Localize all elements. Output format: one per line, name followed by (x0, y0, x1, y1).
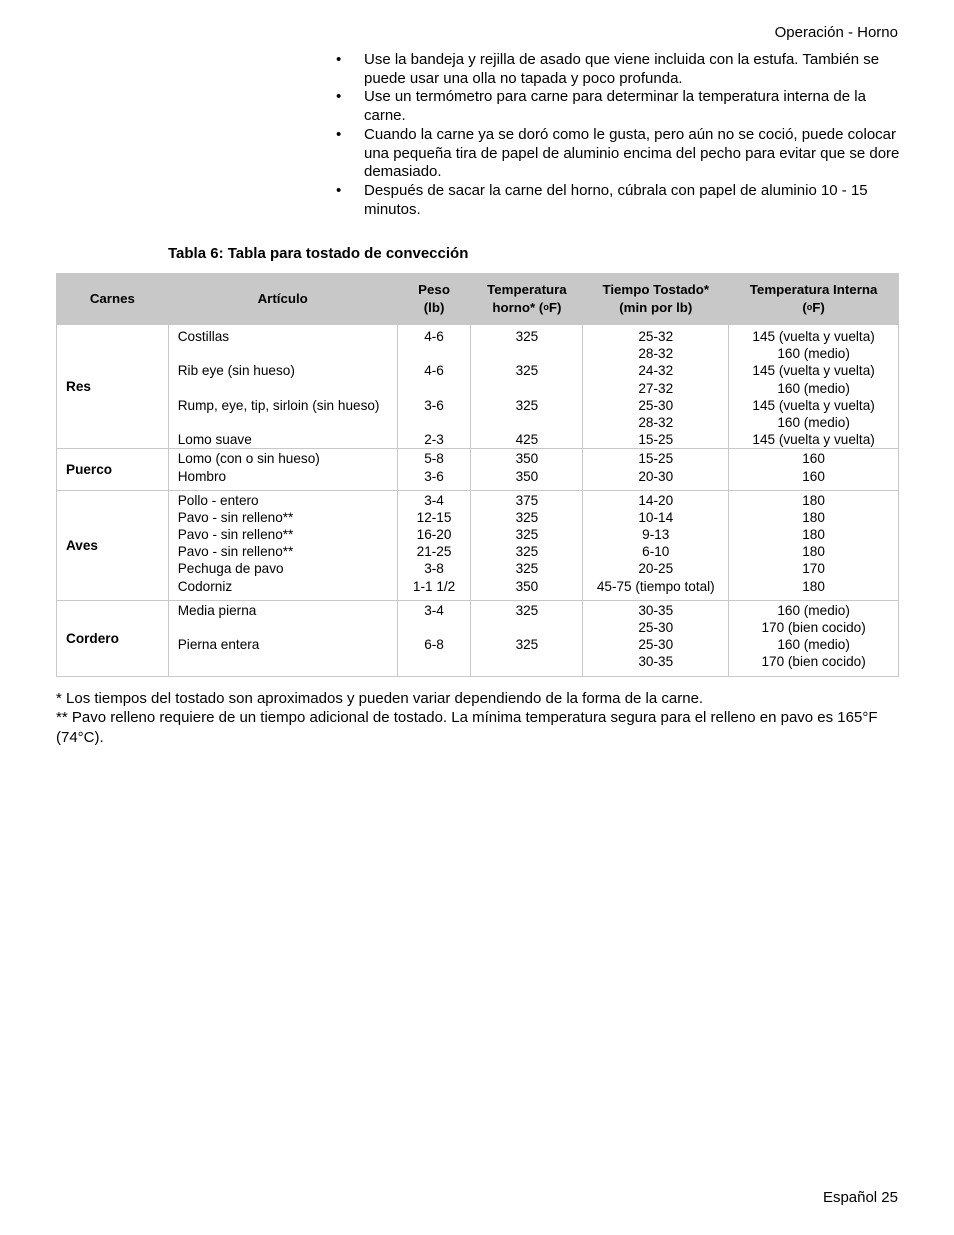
cell-tiempo (583, 325, 729, 449)
cell-line: 21-25 (416, 544, 452, 560)
page-number: Español 25 (822, 1189, 898, 1206)
cell-peso (397, 490, 471, 600)
cell-line: 20-30 (638, 468, 674, 484)
cell-line: Pollo - entero (177, 492, 259, 508)
cell-line: 325 (515, 509, 539, 525)
cell-peso (397, 449, 471, 490)
cell-tiempo (583, 449, 729, 490)
cell-line: 350 (515, 468, 539, 484)
cell-line (398, 414, 471, 431)
cell-line: 6-10 (642, 544, 670, 560)
cell-temp-horno (471, 490, 583, 600)
cell-line: 4-6 (424, 329, 444, 344)
cell-line (471, 380, 582, 397)
cell-line: Pierna entera (177, 637, 260, 653)
cell-line (178, 653, 397, 670)
cell-line (471, 414, 582, 431)
cell-line: Pavo - sin relleno** (177, 527, 294, 543)
cell-line (178, 380, 397, 397)
cell-line: 180 (802, 544, 825, 560)
cell-line: 180 (802, 578, 825, 594)
bullet-icon: • (336, 51, 342, 68)
bullet-icon: • (336, 125, 342, 143)
cell-line: Media pierna (177, 602, 257, 618)
cell-line: 170 (bien cocido) (761, 654, 866, 670)
bullet-text: Después de sacar la carne del horno, cúbrala con papel de aluminio 10 - 15 minutos. (364, 181, 868, 218)
cell-carnes-group: Puerco (57, 449, 169, 490)
bullet-text: Use un termómetro para carne para determinar la temperatura interna de la carne. (364, 88, 866, 125)
cell-line: 4-6 (424, 363, 444, 379)
cell-line: 27-32 (638, 380, 674, 396)
cell-line: 12-15 (416, 509, 452, 525)
cell-line: 10-14 (638, 509, 674, 525)
cell-line: 6-8 (424, 637, 444, 653)
cell-line: 160 (medio) (777, 637, 850, 653)
cell-temp-horno (471, 449, 583, 490)
cell-line: 350 (515, 578, 539, 594)
cell-tiempo (583, 600, 729, 676)
cell-line: 30-35 (638, 602, 674, 618)
cell-line: 14-20 (638, 492, 674, 508)
cell-line: Pechuga de pavo (177, 561, 284, 577)
bullet-item (336, 51, 902, 88)
cell-line: 160 (medio) (777, 346, 850, 362)
cell-line: 3-8 (424, 561, 444, 577)
cell-line: 180 (802, 527, 825, 543)
cell-line: 180 (802, 492, 825, 508)
cell-line: 180 (802, 509, 825, 525)
bullet-text: Cuando la carne ya se doró como le gusta, pero aún no se coció, puede colocar una pequeña tira de papel de aluminio encima del pecho para evitar que se dore demasiado. (364, 125, 900, 181)
header-peso: Peso (lb) (397, 274, 471, 325)
cell-line: 325 (515, 329, 539, 344)
tips-bullet-list (336, 51, 902, 219)
cell-line: 145 (vuelta y vuelta) (752, 432, 875, 448)
cell-line: 16-20 (416, 527, 452, 543)
cell-line: 145 (vuelta y vuelta) (752, 397, 875, 413)
cell-line: Rib eye (sin hueso) (177, 363, 295, 379)
cell-line: 15-25 (638, 432, 674, 448)
cell-line: Lomo suave (177, 432, 252, 448)
cell-temp-horno (471, 325, 583, 449)
cell-articulo (168, 449, 397, 490)
bullet-icon: • (336, 181, 342, 199)
footnote-1: * Los tiempos del tostado son aproximados y pueden variar dependiendo de la forma de la carne. (56, 690, 704, 707)
cell-line: Codorniz (177, 578, 233, 594)
cell-line: 325 (515, 527, 539, 543)
cell-carnes-group: Cordero (57, 600, 169, 676)
cell-line: 145 (vuelta y vuelta) (752, 329, 875, 344)
cell-line: 20-25 (638, 561, 674, 577)
table-header-row (57, 274, 899, 325)
cell-peso (397, 325, 471, 449)
cell-line: Rump, eye, tip, sirloin (sin hueso) (177, 397, 380, 413)
table-row (57, 325, 899, 449)
cell-line: 325 (515, 397, 539, 413)
page-header-title: Operación - Horno (774, 24, 898, 41)
cell-line (178, 345, 397, 362)
bullet-item (336, 88, 902, 125)
cell-line: 15-25 (638, 451, 674, 467)
cell-line: 170 (bien cocido) (761, 620, 866, 635)
cell-line: 325 (515, 637, 539, 653)
cell-carnes-group: Aves (57, 490, 169, 600)
cell-line: 425 (515, 432, 539, 448)
cell-tiempo (583, 490, 729, 600)
bullet-text: Use la bandeja y rejilla de asado que viene incluida con la estufa. También se puede usar una olla no tapada y poco profunda. (364, 51, 880, 87)
cell-line: 25-30 (638, 637, 674, 653)
cell-line: 160 (medio) (777, 414, 850, 430)
cell-line: Lomo (con o sin hueso) (177, 451, 320, 467)
cell-line: 30-35 (638, 654, 674, 670)
footnotes (56, 689, 906, 747)
cell-line: 3-4 (424, 602, 444, 618)
cell-line: 28-32 (638, 346, 674, 362)
cell-articulo (168, 600, 397, 676)
cell-line: 5-8 (424, 451, 444, 467)
cell-peso (397, 600, 471, 676)
cell-line: 160 (medio) (777, 380, 850, 396)
cell-line (398, 345, 471, 362)
bullet-item (336, 182, 902, 219)
footnote-2: ** Pavo relleno requiere de un tiempo adicional de tostado. La mínima temperatura segura para el relleno en pavo es 165°F (74°C). (56, 709, 878, 746)
cell-line: 160 (medio) (777, 602, 850, 618)
cell-line (471, 653, 582, 670)
table-row (57, 449, 899, 490)
cell-line: 325 (515, 561, 539, 577)
cell-line: 3-6 (424, 397, 444, 413)
cell-line: 1-1 1/2 (412, 578, 456, 594)
cell-line: 25-30 (638, 397, 674, 413)
cell-line: 3-4 (424, 492, 444, 508)
cell-line: 25-30 (638, 620, 674, 635)
cell-temp-interna (729, 449, 899, 490)
header-tiempo: Tiempo Tostado* (min por lb) (583, 274, 729, 325)
cell-line: 325 (515, 602, 539, 618)
cell-articulo (168, 490, 397, 600)
cell-temp-interna (729, 490, 899, 600)
bullet-item (336, 126, 902, 182)
header-temp-horno: Temperatura horno* ($^o$F) (471, 274, 583, 325)
cell-line: 45-75 (tiempo total) (596, 578, 715, 594)
cell-line: 325 (515, 544, 539, 560)
cell-line: Costillas (177, 329, 230, 344)
cell-line (178, 619, 397, 636)
cell-line (398, 653, 471, 670)
cell-line: 24-32 (638, 363, 674, 379)
cell-line: Pavo - sin relleno** (177, 544, 294, 560)
cell-line (471, 619, 582, 636)
cell-line: 160 (802, 468, 825, 484)
table-row (57, 490, 899, 600)
cell-line: 160 (802, 451, 825, 467)
header-carnes: Carnes (57, 274, 169, 325)
table-caption: Tabla 6: Tabla para tostado de convección (168, 245, 469, 262)
bullet-icon: • (336, 88, 342, 106)
cell-line: 28-32 (638, 414, 674, 430)
header-temp-interna: Temperatura Interna ($^o$F) (729, 274, 899, 325)
cell-line: 25-32 (638, 329, 674, 344)
cell-temp-interna (729, 325, 899, 449)
cell-temp-horno (471, 600, 583, 676)
cell-line: 9-13 (642, 527, 670, 543)
cell-line: 325 (515, 363, 539, 379)
cell-line (178, 414, 397, 431)
cell-line: 375 (515, 492, 539, 508)
cell-line: 2-3 (424, 432, 444, 448)
convection-roast-table (56, 273, 899, 677)
cell-temp-interna (729, 600, 899, 676)
cell-articulo (168, 325, 397, 449)
cell-line: 170 (802, 561, 825, 577)
cell-line: Pavo - sin relleno** (177, 509, 294, 525)
cell-line: 350 (515, 451, 539, 467)
cell-carnes-group: Res (57, 325, 169, 449)
header-articulo: Artículo (168, 274, 397, 325)
cell-line (398, 380, 471, 397)
cell-line: 3-6 (424, 468, 444, 484)
cell-line (398, 619, 471, 636)
cell-line: Hombro (177, 468, 227, 484)
table-row (57, 600, 899, 676)
cell-line: 145 (vuelta y vuelta) (752, 363, 875, 379)
cell-line (471, 345, 582, 362)
